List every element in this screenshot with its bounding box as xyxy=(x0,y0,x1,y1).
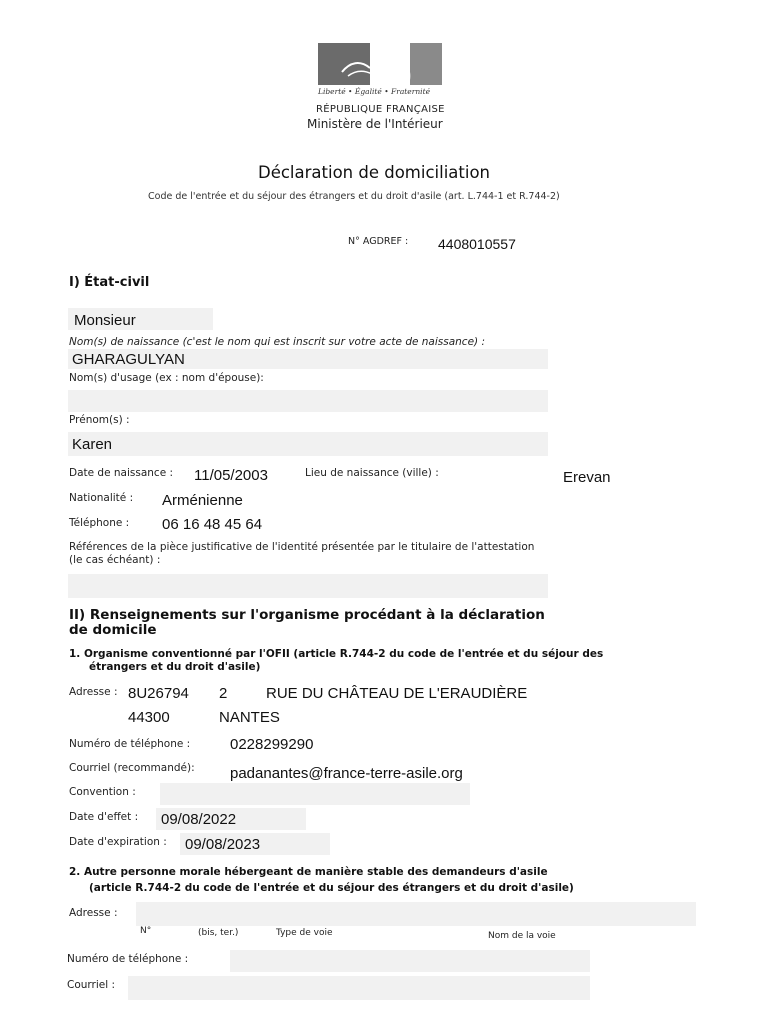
adresse-code-postal: 44300 xyxy=(128,709,170,726)
convention-field xyxy=(160,783,470,805)
lieu-naissance-value: Erevan xyxy=(563,469,611,486)
page-title: Déclaration de domiciliation xyxy=(258,163,491,182)
prenom-field xyxy=(68,432,548,456)
date-naissance-value: 11/05/2003 xyxy=(194,467,268,484)
nationalite-value: Arménienne xyxy=(162,492,243,509)
section-organisme-heading-line2: de domicile xyxy=(69,622,157,638)
references-label-line1: Références de la pièce justificative de l'identité présentée par le titulaire de l'attestation xyxy=(69,541,535,553)
col-numero-label: N° xyxy=(140,926,152,936)
motto: Liberté • Égalité • Fraternité xyxy=(318,87,431,96)
telephone-value: 06 16 48 45 64 xyxy=(162,516,263,533)
organisme-courriel-value: padanantes@france-terre-asile.org xyxy=(230,765,463,782)
date-effet-label: Date d'effet : xyxy=(69,811,139,823)
nom-naissance-label: Nom(s) de naissance (c'est le nom qui est inscrit sur votre acte de naissance) : xyxy=(69,336,486,348)
date-expiration-value: 09/08/2023 xyxy=(185,836,261,853)
tel2-label: Numéro de téléphone : xyxy=(67,953,189,965)
organisme-tel-label: Numéro de téléphone : xyxy=(69,738,191,750)
republic-name: RÉPUBLIQUE FRANÇAISE xyxy=(316,104,445,115)
adresse2-field xyxy=(136,902,696,926)
tel2-field xyxy=(230,950,590,972)
references-field xyxy=(68,574,548,598)
nom-usage-field xyxy=(68,390,548,412)
adresse-label: Adresse : xyxy=(69,686,118,698)
marianne-icon xyxy=(330,48,440,82)
adresse2-label: Adresse : xyxy=(69,907,118,919)
page-subtitle: Code de l'entrée et du séjour des étrangers et du droit d'asile (art. L.744-1 et R.744-2) xyxy=(148,191,560,202)
lieu-naissance-label: Lieu de naissance (ville) : xyxy=(305,467,439,479)
prenom-value: Karen xyxy=(72,436,113,453)
convention-label: Convention : xyxy=(69,786,136,798)
references-label-line2: (le cas échéant) : xyxy=(69,554,161,566)
col-bis-label: (bis, ter.) xyxy=(198,928,239,938)
telephone-label: Téléphone : xyxy=(69,517,130,529)
section-etat-civil-heading: I) État-civil xyxy=(69,275,150,290)
nom-usage-label: Nom(s) d'usage (ex : nom d'épouse): xyxy=(69,372,264,384)
col-type-voie-label: Type de voie xyxy=(276,928,333,938)
item2-title-line2: (article R.744-2 du code de l'entrée et du séjour des étrangers et du droit d'asile) xyxy=(89,882,574,894)
ministry-name: Ministère de l'Intérieur xyxy=(307,117,443,131)
civilite-value: Monsieur xyxy=(74,312,136,329)
courriel2-field xyxy=(128,976,590,1000)
col-nom-voie-label: Nom de la voie xyxy=(488,931,556,941)
prenom-label: Prénom(s) : xyxy=(69,414,130,426)
adresse-ville: NANTES xyxy=(219,709,280,726)
section-organisme-heading-line1: II) Renseignements sur l'organisme procédant à la déclaration xyxy=(69,607,545,623)
agdref-value: 4408010557 xyxy=(438,236,516,252)
date-naissance-label: Date de naissance : xyxy=(69,467,174,479)
adresse-rue: RUE DU CHÂTEAU DE L'ERAUDIÈRE xyxy=(266,685,528,702)
item2-title-line1: 2. Autre personne morale hébergeant de manière stable des demandeurs d'asile xyxy=(69,866,548,878)
date-effet-value: 09/08/2022 xyxy=(161,811,237,828)
adresse-numero: 2 xyxy=(219,685,228,702)
agdref-label: N° AGDREF : xyxy=(348,236,409,247)
organisme-courriel-label: Courriel (recommandé): xyxy=(69,762,195,774)
nationalite-label: Nationalité : xyxy=(69,492,134,504)
organisme-tel-value: 0228299290 xyxy=(230,736,314,753)
nom-naissance-value: GHARAGULYAN xyxy=(72,351,185,368)
item1-title-line2: étrangers et du droit d'asile) xyxy=(89,661,261,673)
courriel2-label: Courriel : xyxy=(67,979,116,991)
date-expiration-label: Date d'expiration : xyxy=(69,836,167,848)
adresse-code: 8U26794 xyxy=(128,685,189,702)
item1-title-line1: 1. Organisme conventionné par l'OFII (article R.744-2 du code de l'entrée et du séjour des xyxy=(69,648,604,660)
